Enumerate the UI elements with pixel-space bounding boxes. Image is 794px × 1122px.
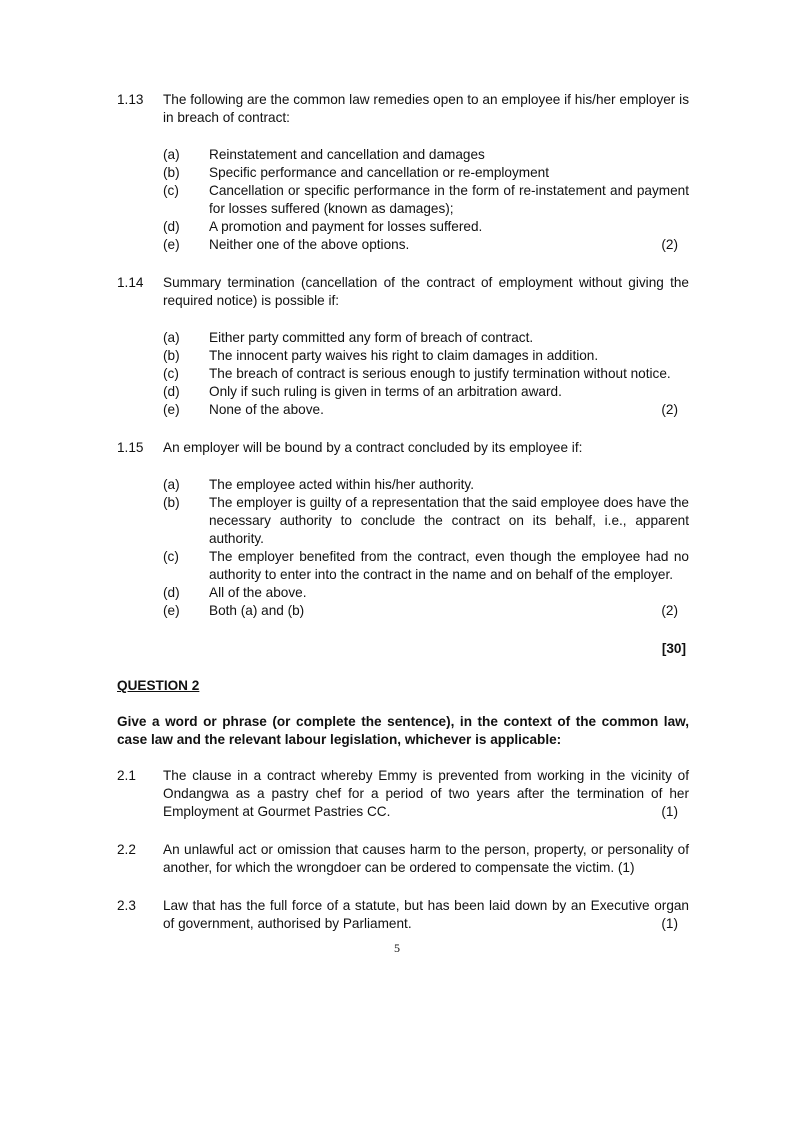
question-number: 1.13 bbox=[117, 92, 144, 107]
question-2-2 bbox=[117, 841, 689, 877]
question-2-heading: QUESTION 2 bbox=[117, 678, 200, 693]
question-number: 1.14 bbox=[117, 275, 144, 290]
question-2-3 bbox=[117, 897, 689, 933]
option-b: (b) The employer is guilty of a representation that the said employee does have the necessary authority to conclude the contract on its behalf, i.e., apparent authority. bbox=[163, 495, 689, 546]
option-b: (b) Specific performance and cancellation or re-employment bbox=[163, 165, 550, 180]
marks: (2) bbox=[661, 402, 678, 417]
marks: (1) bbox=[661, 916, 678, 931]
options-1-15 bbox=[163, 476, 689, 620]
option-a: (a) Either party committed any form of breach of contract. bbox=[163, 330, 534, 345]
question-text: Summary termination (cancellation of the contract of employment without giving the required notice) is possible if: bbox=[163, 275, 689, 308]
marks: (1) bbox=[661, 804, 678, 819]
question-text: Law that has the full force of a statute, but has been laid down by an Executive organ of government, authorised by Parliament. bbox=[163, 898, 689, 931]
question-1-13 bbox=[117, 91, 689, 127]
question-number: 2.2 bbox=[117, 842, 136, 857]
question-text: An unlawful act or omission that causes harm to the person, property, or personality of another, for which the wrongdoer can be ordered to compensate the victim. bbox=[163, 842, 689, 875]
option-e: (e) Both (a) and (b) (2) bbox=[163, 603, 678, 618]
marks: (1) bbox=[617, 860, 635, 875]
option-e: (e) None of the above. (2) bbox=[163, 402, 678, 417]
question-number: 2.3 bbox=[117, 898, 136, 913]
marks: (2) bbox=[661, 603, 678, 618]
option-d: (d) All of the above. bbox=[163, 585, 307, 600]
question-number: 1.15 bbox=[117, 440, 144, 455]
question-1-14 bbox=[117, 274, 689, 310]
question-text: The following are the common law remedies open to an employee if his/her employer is in breach of contract: bbox=[163, 92, 689, 125]
options-1-14 bbox=[163, 329, 689, 419]
question-2-instruction: Give a word or phrase (or complete the sentence), in the context of the common law, case law and the relevant labour legislation, whichever is applicable: bbox=[117, 714, 689, 747]
question-text: An employer will be bound by a contract concluded by its employee if: bbox=[163, 440, 583, 455]
page-number: 5 bbox=[394, 941, 400, 955]
option-b: (b) The innocent party waives his right to claim damages in addition. bbox=[163, 348, 599, 363]
option-c: (c) The employer benefited from the contract, even though the employee had no authority to enter into the contract in the name and on behalf of the employer. bbox=[163, 549, 689, 582]
question-text: The clause in a contract whereby Emmy is prevented from working in the vicinity of Ondangwa as a pastry chef for a period of two years after the termination of her Employment at Gourmet Pastries CC. bbox=[163, 768, 689, 819]
section-total: [30] bbox=[661, 641, 686, 656]
marks: (2) bbox=[661, 237, 678, 252]
option-d: (d) Only if such ruling is given in terms of an arbitration award. bbox=[163, 384, 562, 399]
question-number: 2.1 bbox=[117, 768, 136, 783]
option-d: (d) A promotion and payment for losses suffered. bbox=[163, 219, 483, 234]
option-e: (e) Neither one of the above options. (2) bbox=[163, 237, 678, 252]
question-2-1 bbox=[117, 767, 689, 821]
option-c: (c) Cancellation or specific performance in the form of re-instatement and payment for losses suffered (known as damages); bbox=[163, 183, 689, 216]
options-1-13 bbox=[163, 146, 689, 254]
option-c: (c) The breach of contract is serious enough to justify termination without notice. bbox=[163, 366, 671, 381]
option-a: (a) The employee acted within his/her authority. bbox=[163, 477, 474, 492]
question-1-15 bbox=[117, 439, 689, 457]
option-a: (a) Reinstatement and cancellation and damages bbox=[163, 147, 485, 162]
